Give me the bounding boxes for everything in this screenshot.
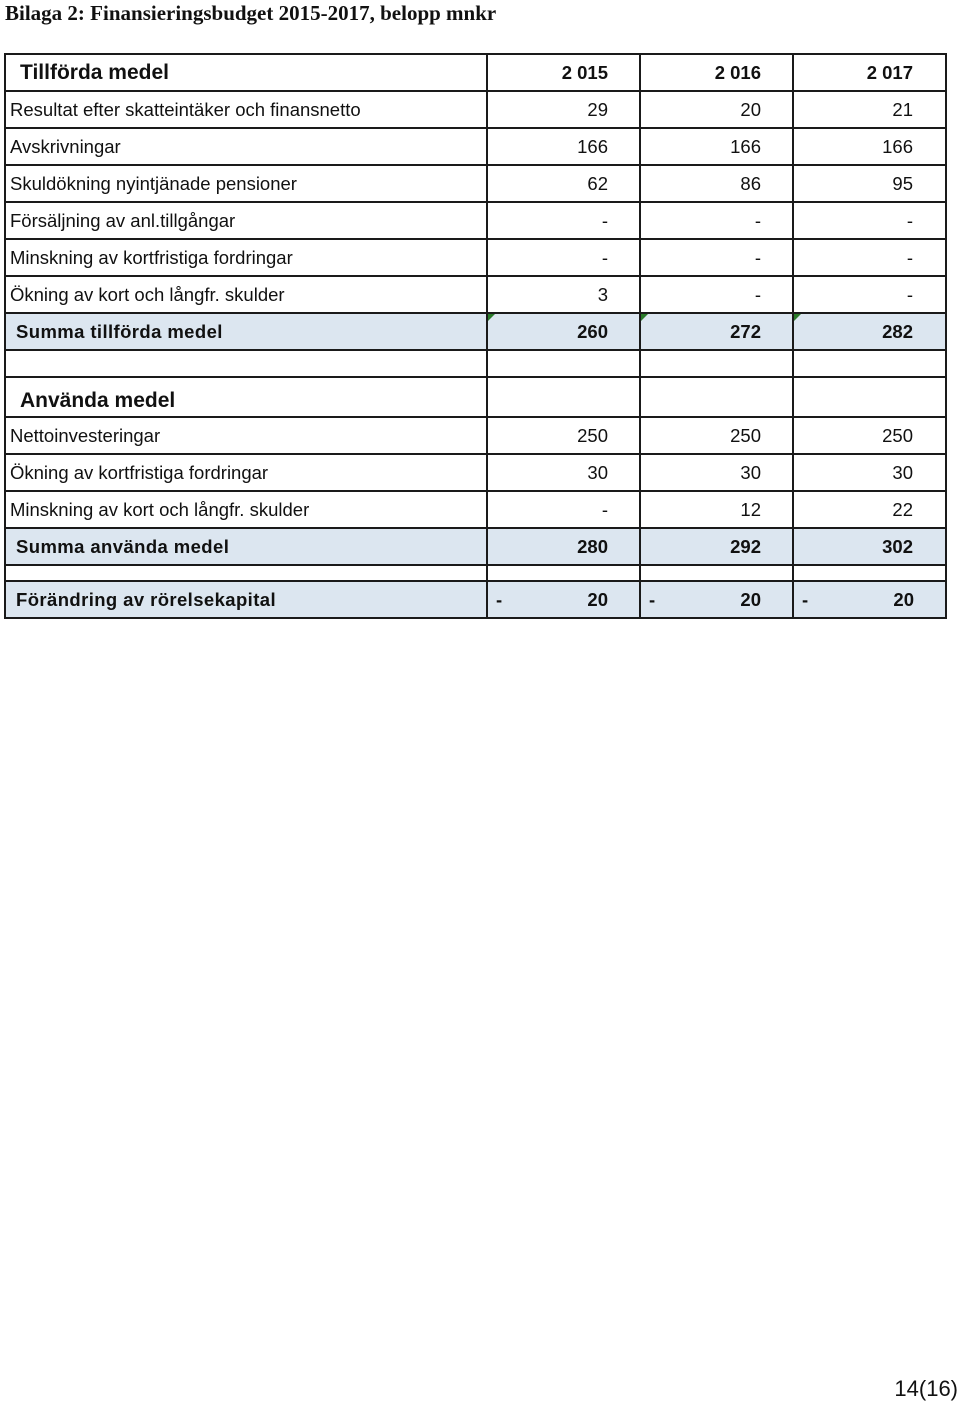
cell-value: - [487, 202, 640, 239]
table-row [5, 91, 946, 128]
table-row [5, 165, 946, 202]
spacer-row [5, 565, 946, 581]
section-header-row [5, 377, 946, 417]
sum-row-anvanda [5, 528, 946, 565]
cell-value: - 20 [640, 581, 793, 618]
cell-value: - [487, 491, 640, 528]
cell-value: 29 [487, 91, 640, 128]
financing-budget-table [4, 53, 947, 619]
table-row [5, 491, 946, 528]
comment-marker-icon [794, 314, 801, 321]
row-label: Ökning av kort och långfr. skulder [5, 276, 487, 313]
cell-value: 280 [487, 528, 640, 565]
cell-value: 282 [793, 313, 946, 350]
cell-value: 30 [487, 454, 640, 491]
cell-value: 166 [640, 128, 793, 165]
table-row [5, 417, 946, 454]
row-label: Förändring av rörelsekapital [5, 581, 487, 618]
table-row [5, 276, 946, 313]
year-header: 2 017 [793, 54, 946, 91]
comment-marker-icon [488, 314, 495, 321]
cell-value: - [640, 276, 793, 313]
cell-value: - [793, 202, 946, 239]
row-label: Minskning av kort och långfr. skulder [5, 491, 487, 528]
table-row [5, 128, 946, 165]
document-title: Bilaga 2: Finansieringsbudget 2015-2017, belopp mnkr [5, 1, 497, 25]
sum-row-tillforda [5, 313, 946, 350]
row-label: Resultat efter skatteintäker och finansnetto [5, 91, 487, 128]
table-row [5, 202, 946, 239]
table-header-row [5, 54, 946, 91]
cell-value: - [793, 239, 946, 276]
year-header: 2 016 [640, 54, 793, 91]
table-row [5, 454, 946, 491]
cell-value: 166 [793, 128, 946, 165]
cell-value: 260 [487, 313, 640, 350]
spacer-row [5, 350, 946, 377]
cell-value: 22 [793, 491, 946, 528]
comment-marker-icon [641, 314, 648, 321]
cell-value: 30 [640, 454, 793, 491]
row-label: Skuldökning nyintjänade pensioner [5, 165, 487, 202]
cell-value: 250 [793, 417, 946, 454]
cell-value: - 20 [487, 581, 640, 618]
cell-value: - [640, 239, 793, 276]
row-label: Nettoinvesteringar [5, 417, 487, 454]
cell-value: - [793, 276, 946, 313]
year-header: 2 015 [487, 54, 640, 91]
table-row [5, 239, 946, 276]
cell-value: 30 [793, 454, 946, 491]
cell-value: - [640, 202, 793, 239]
minus-sign: - [802, 588, 809, 610]
cell-value: 12 [640, 491, 793, 528]
cell-value: 250 [487, 417, 640, 454]
minus-sign: - [496, 588, 503, 610]
row-label: Minskning av kortfristiga fordringar [5, 239, 487, 276]
section-title-anvanda: Använda medel [5, 377, 487, 417]
row-label: Ökning av kortfristiga fordringar [5, 454, 487, 491]
cell-value: 166 [487, 128, 640, 165]
cell-value: 272 [640, 313, 793, 350]
row-label: Summa tillförda medel [5, 313, 487, 350]
cell-value: - [487, 239, 640, 276]
row-label: Avskrivningar [5, 128, 487, 165]
cell-value: 95 [793, 165, 946, 202]
cell-value: 250 [640, 417, 793, 454]
cell-value: 20 [640, 91, 793, 128]
cell-value: 21 [793, 91, 946, 128]
minus-sign: - [649, 588, 656, 610]
section-title-tillforda: Tillförda medel [5, 54, 487, 91]
cell-value: 3 [487, 276, 640, 313]
cell-value: 292 [640, 528, 793, 565]
cell-value: 62 [487, 165, 640, 202]
row-label: Försäljning av anl.tillgångar [5, 202, 487, 239]
cell-value: 302 [793, 528, 946, 565]
page-number: 14(16) [894, 1376, 958, 1401]
cell-value: - 20 [793, 581, 946, 618]
row-label: Summa använda medel [5, 528, 487, 565]
cell-value: 86 [640, 165, 793, 202]
change-working-capital-row [5, 581, 946, 618]
